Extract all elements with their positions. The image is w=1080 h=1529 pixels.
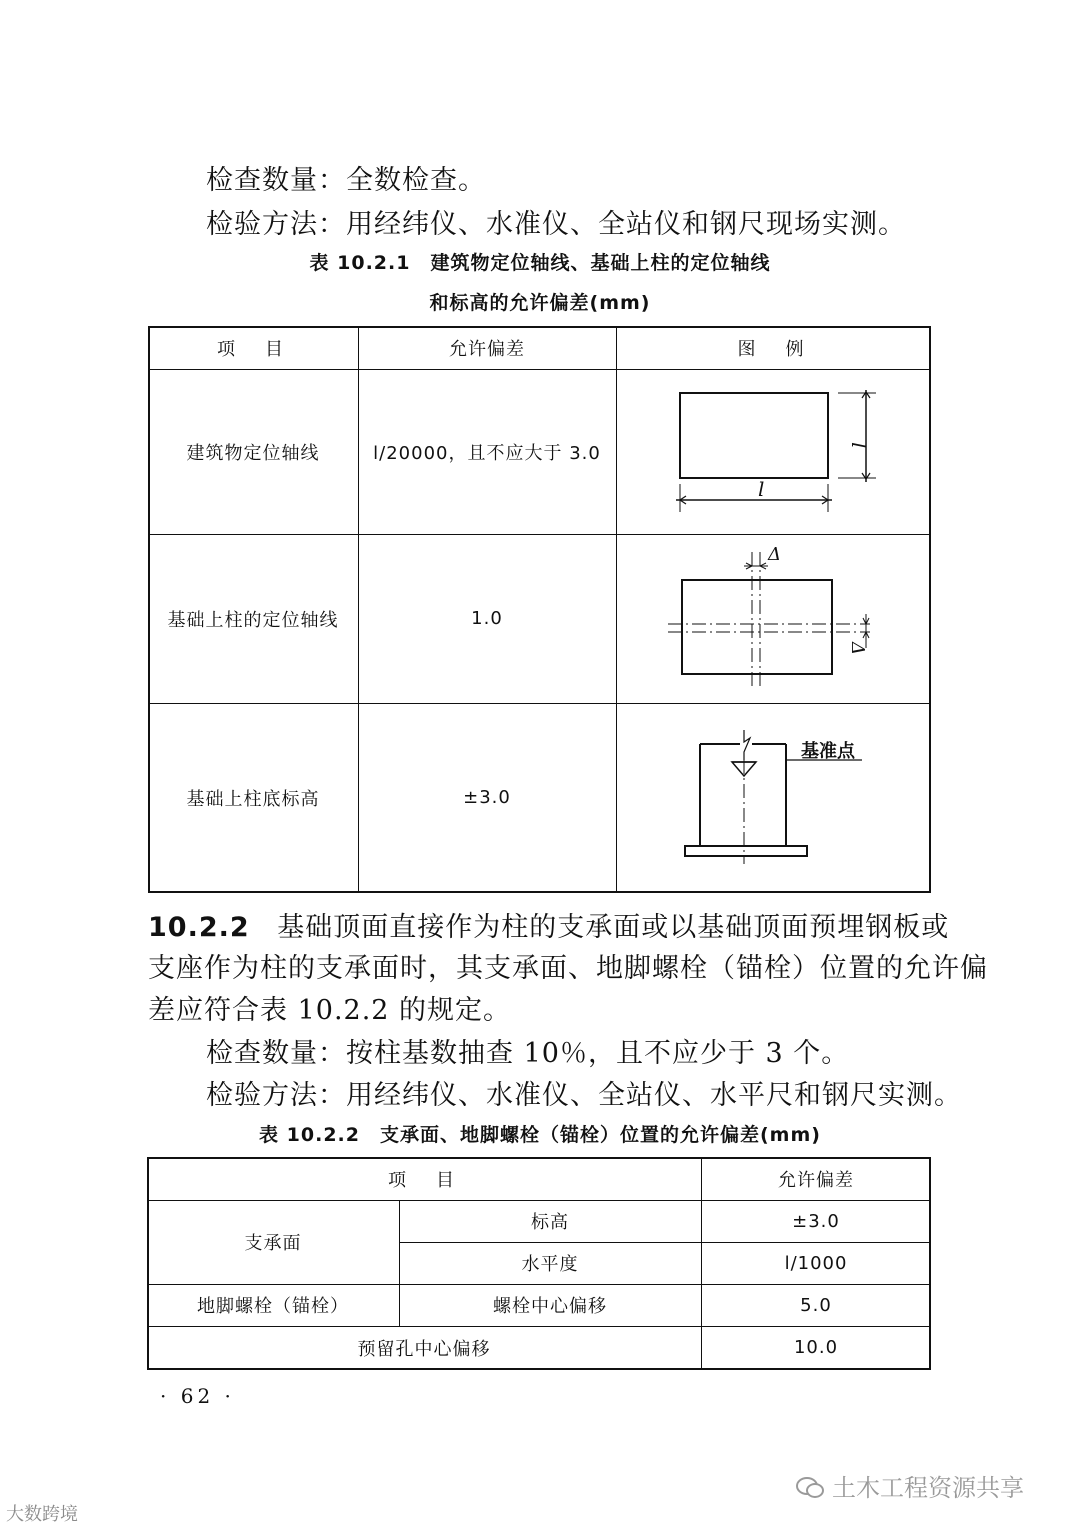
check-method-text: 检验方法：用经纬仪、水准仪、全站仪和钢尺现场实测。	[206, 209, 906, 240]
datum-point-label: 基准点	[801, 741, 855, 762]
table-row-item: 基础上柱的定位轴线	[167, 609, 339, 631]
table-row-sub: 水平度	[521, 1254, 579, 1275]
anchor-value: 5.0	[800, 1294, 832, 1316]
delta-symbol-side: Δ	[847, 642, 868, 655]
length-symbol-vertical: l	[847, 442, 871, 449]
table1-caption-line1: 表 10.2.1 建筑物定位轴线、基础上柱的定位轴线	[309, 252, 771, 274]
table2-header-item: 项 目	[388, 1169, 460, 1191]
check-quantity-text: 检查数量：全数检查。	[206, 165, 486, 196]
table2-caption: 表 10.2.2 支承面、地脚螺栓（锚栓）位置的允许偏差(mm)	[259, 1124, 821, 1146]
table-row-tolerance: 1.0	[471, 608, 503, 629]
section-10-2-2-line1: 10.2.2 基础顶面直接作为柱的支承面或以基础顶面预埋钢板或	[148, 912, 950, 943]
section-number: 10.2.2	[148, 912, 250, 943]
table-row-tolerance: ±3.0	[463, 787, 511, 808]
figure-column-axis	[668, 552, 870, 690]
page-number: · 62 ·	[160, 1384, 235, 1408]
delta-symbol-top: Δ	[768, 544, 781, 565]
anchor-sub-label: 螺栓中心偏移	[493, 1296, 607, 1317]
wechat-icon	[796, 1475, 824, 1497]
length-symbol-horizontal: l	[758, 477, 765, 501]
table2	[147, 1157, 931, 1370]
section-10-2-2-line2: 支座作为柱的支承面时，其支承面、地脚螺栓（锚栓）位置的允许偏	[148, 953, 988, 984]
watermark-left: 大数跨境	[6, 1504, 78, 1525]
watermark-right: 土木工程资源共享	[796, 1468, 1024, 1503]
table2-header-tolerance: 允许偏差	[778, 1169, 854, 1191]
table-row-value: l/1000	[784, 1252, 848, 1274]
check-quantity-text-2: 检查数量：按柱基数抽查 10％，且不应少于 3 个。	[206, 1038, 850, 1069]
table-row-value: ±3.0	[792, 1210, 840, 1232]
table-row-sub: 标高	[531, 1212, 569, 1233]
table1-header-tolerance: 允许偏差	[449, 338, 525, 360]
reserved-hole-label: 预留孔中心偏移	[357, 1338, 491, 1360]
table1-header-item: 项 目	[217, 338, 289, 360]
reserved-value: 10.0	[793, 1337, 839, 1358]
check-method-text-2: 检验方法：用经纬仪、水准仪、全站仪、水平尺和钢尺实测。	[206, 1080, 962, 1111]
section-10-2-2-line3: 差应符合表 10.2.2 的规定。	[148, 995, 512, 1026]
table1-caption-line2: 和标高的允许偏差(mm)	[429, 292, 651, 314]
table1-header-figure: 图 例	[737, 338, 810, 360]
bearing-surface-label: 支承面	[244, 1233, 302, 1254]
table-row-tolerance: l/20000，且不应大于 3.0	[373, 442, 601, 464]
table-row-item: 基础上柱底标高	[186, 788, 320, 810]
figure-rect	[680, 393, 828, 478]
anchor-bolt-label: 地脚螺栓（锚栓）	[197, 1296, 349, 1317]
table-row-item: 建筑物定位轴线	[186, 442, 320, 464]
